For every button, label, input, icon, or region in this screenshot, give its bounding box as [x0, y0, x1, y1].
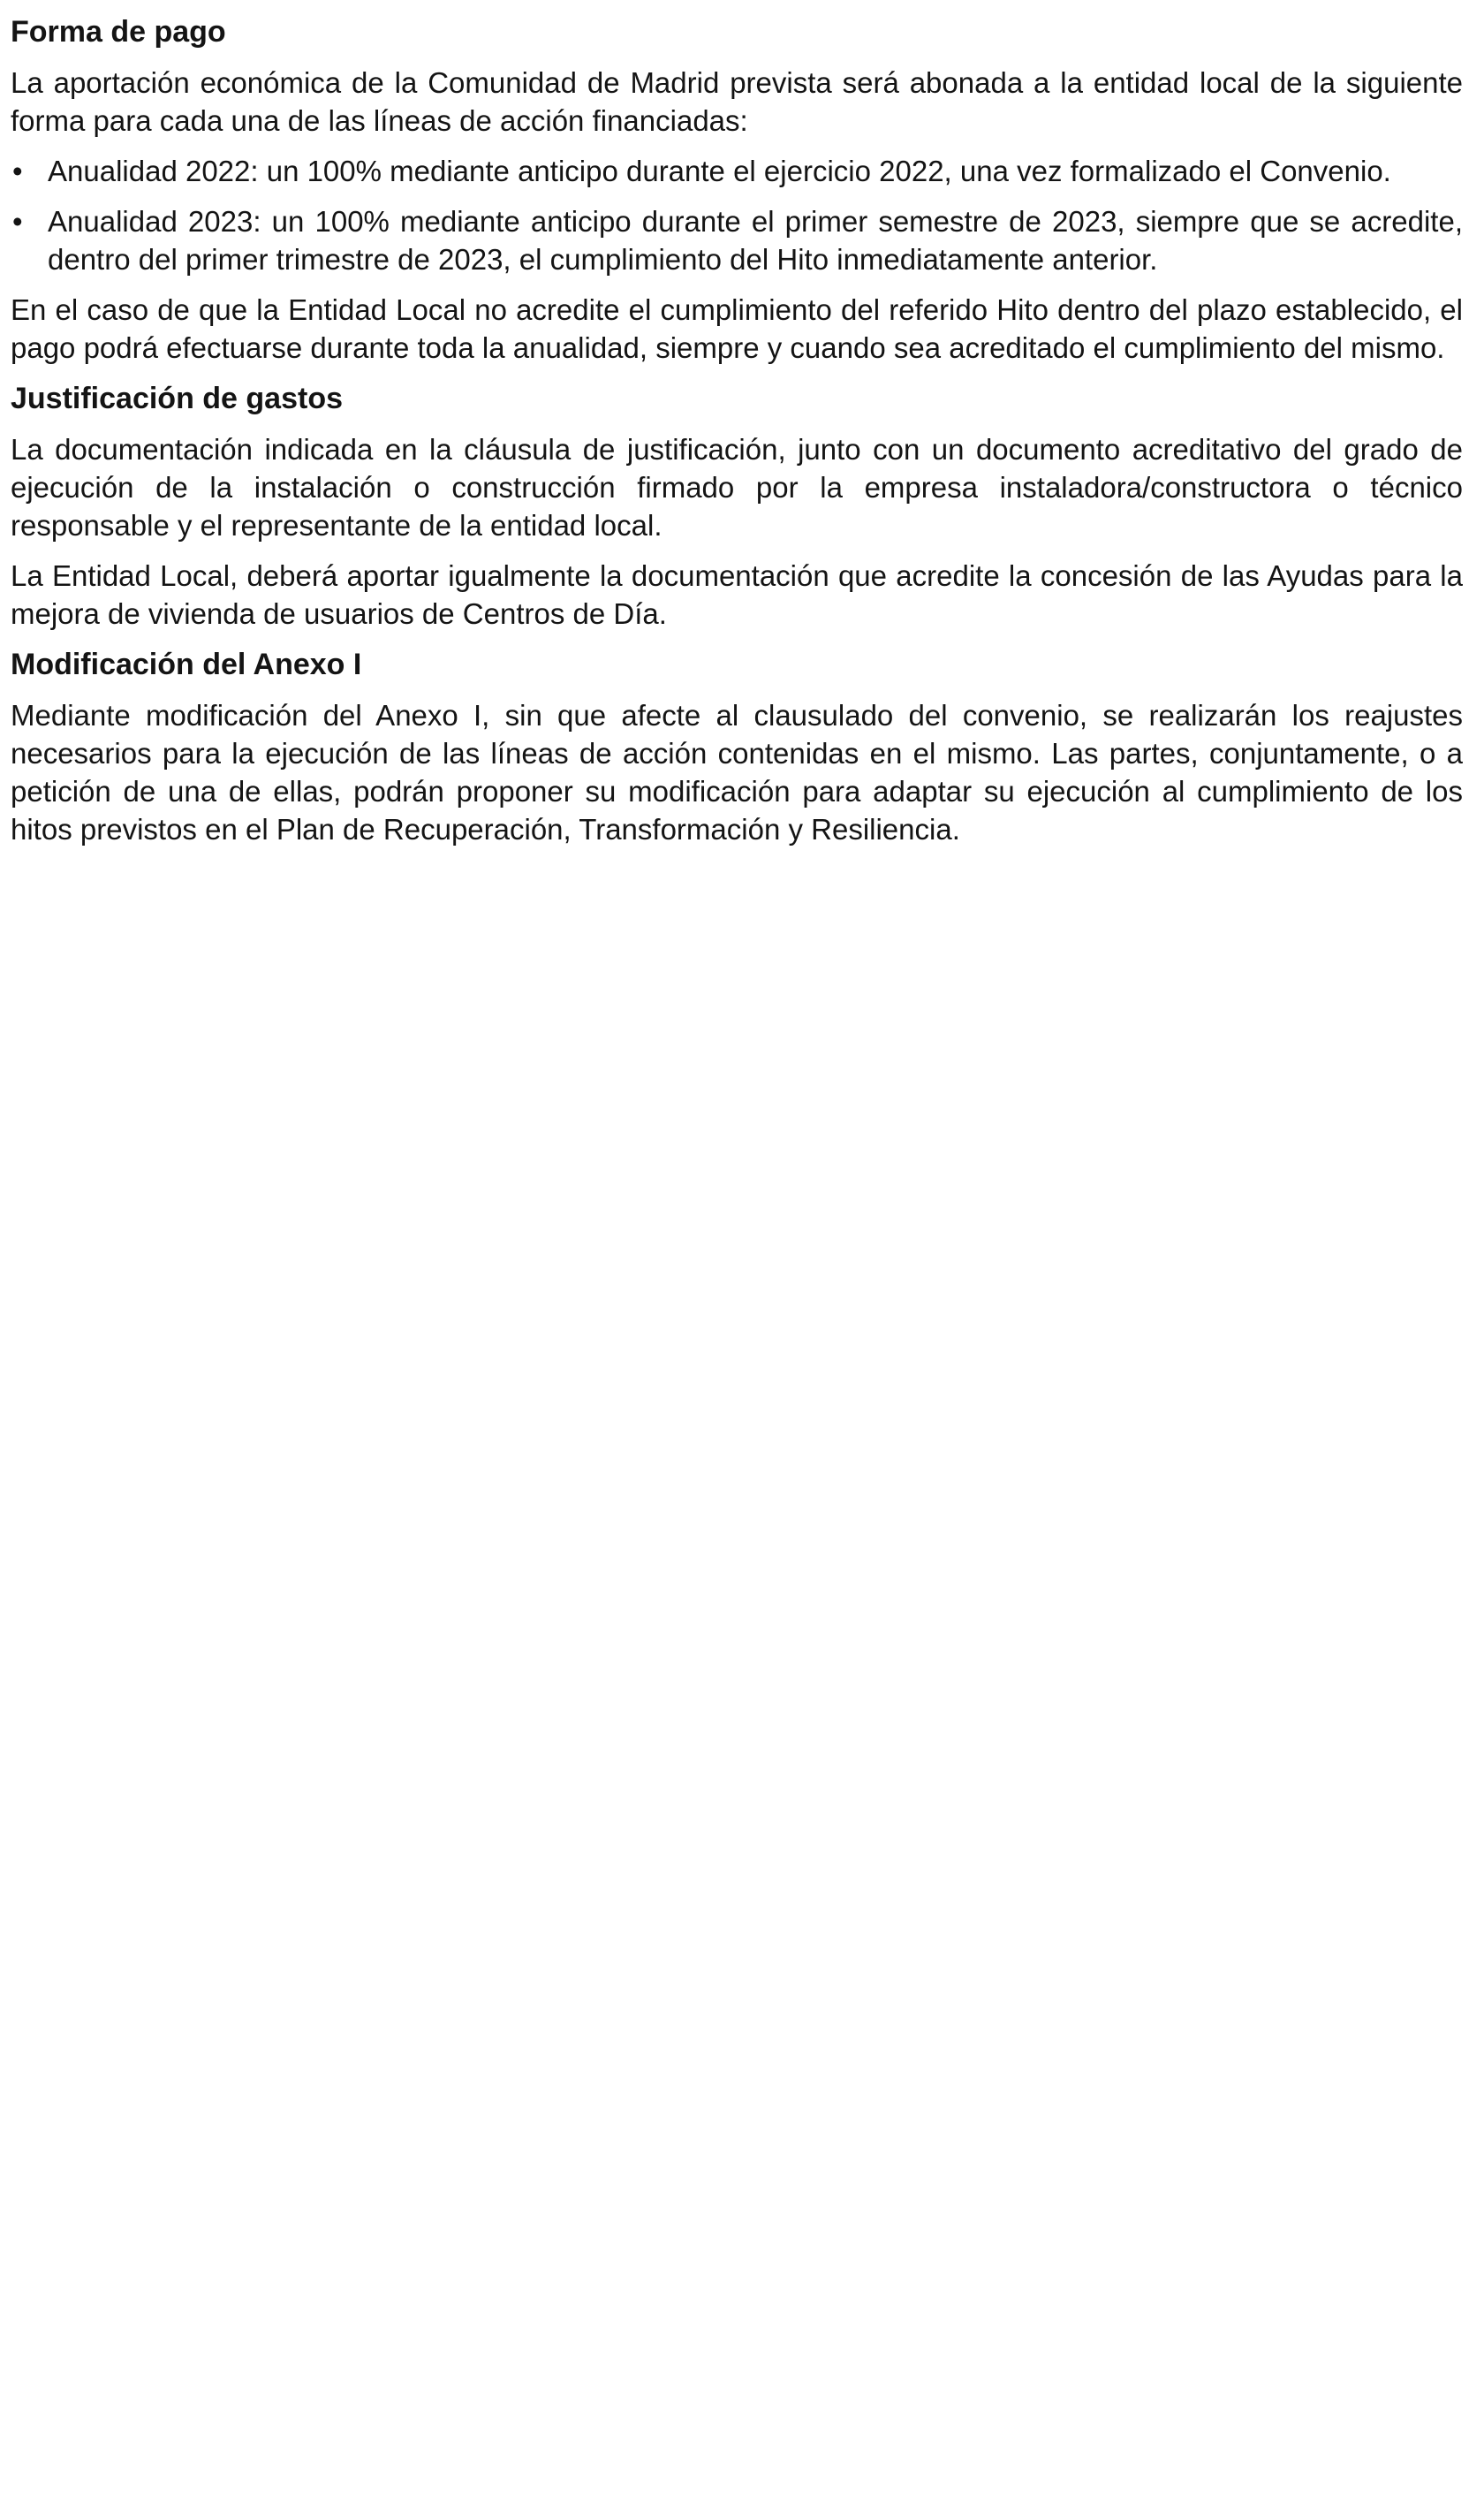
paragraph: En el caso de que la Entidad Local no acredite el cumplimiento del referido Hito dentro del plazo establecido, el pago podrá efectuarse durante toda la anualidad, siempre y cuando sea acreditado el cumplimiento del mismo.	[11, 293, 1463, 364]
section-forma-de-pago	[11, 12, 1463, 367]
section-heading: Modificación del Anexo I	[11, 648, 362, 681]
document-page	[11, 12, 1463, 861]
bullet-list	[11, 152, 1463, 278]
paragraph: La documentación indicada en la cláusula de justificación, junto con un documento acreditativo del grado de ejecución de la instalación o construcción firmado por la empresa instaladora/constructora o técnico responsable y el representante de la entidad local.	[11, 433, 1463, 542]
paragraph: La aportación económica de la Comunidad de Madrid prevista será abonada a la entidad local de la siguiente forma para cada una de las líneas de acción financiadas:	[11, 66, 1463, 137]
list-item	[11, 202, 1463, 278]
bullet-icon: •	[12, 205, 23, 238]
paragraph: Mediante modificación del Anexo I, sin que afecte al clausulado del convenio, se realizarán los reajustes necesarios para la ejecución de las líneas de acción contenidas en el mismo. Las partes, conjuntamente, o a petición de una de ellas, podrán proponer su modificación para adaptar su ejecución al cumplimiento de los hitos previstos en el Plan de Recuperación, Transformación y Resiliencia.	[11, 699, 1463, 846]
section-heading: Forma de pago	[11, 15, 226, 49]
section-justificacion-de-gastos	[11, 379, 1463, 633]
section-modificacion-anexo-i	[11, 645, 1463, 848]
list-item-text: Anualidad 2023: un 100% mediante anticipo durante el primer semestre de 2023, siempre que se acredite, dentro del primer trimestre de 2023, el cumplimiento del Hito inmediatamente anterior.	[48, 205, 1463, 276]
list-item	[11, 152, 1463, 190]
bullet-icon: •	[12, 155, 23, 187]
section-heading: Justificación de gastos	[11, 382, 343, 415]
paragraph: La Entidad Local, deberá aportar igualmente la documentación que acredite la concesión de las Ayudas para la mejora de vivienda de usuarios de Centros de Día.	[11, 559, 1463, 630]
list-item-text: Anualidad 2022: un 100% mediante anticipo durante el ejercicio 2022, una vez formalizado el Convenio.	[48, 155, 1391, 187]
